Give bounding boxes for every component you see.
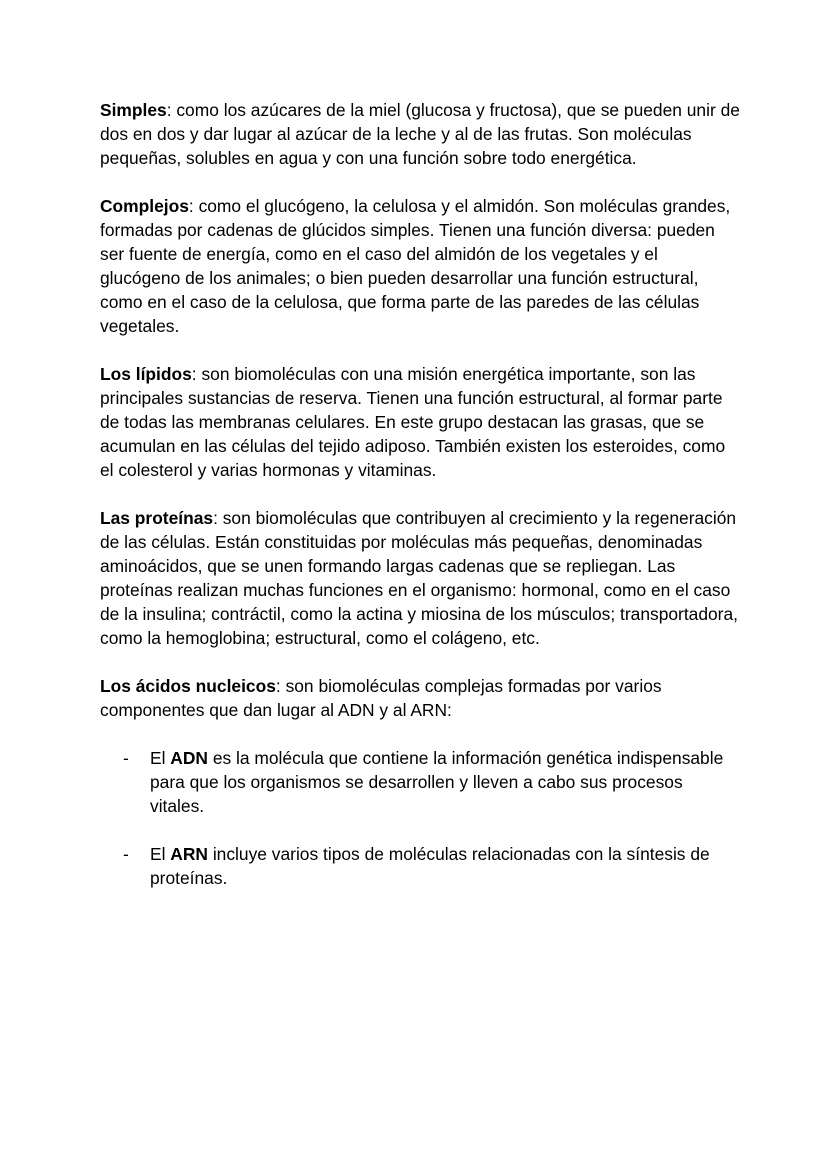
term-complejos: Complejos xyxy=(100,196,189,216)
list-bullet: - xyxy=(123,748,129,768)
text-complejos: : como el glucógeno, la celulosa y el almidón. Son moléculas grandes, formadas por cadenas de glúcidos simples. Tienen una función diversa: pueden ser fuente de energía, como en el caso del almidón de los vegetales y el glucógeno de los animales; o bien pueden desarrollar una función estructural, como en el caso de la celulosa, que forma parte de las paredes de las células vegetales. xyxy=(100,196,731,336)
term-lipidos: Los lípidos xyxy=(100,364,192,384)
list-item-prefix: El xyxy=(150,844,171,864)
nucleic-acids-list xyxy=(100,746,740,890)
term-arn: ARN xyxy=(170,844,208,864)
paragraph-proteinas xyxy=(100,506,740,650)
term-proteinas: Las proteínas xyxy=(100,508,214,528)
paragraph-simples xyxy=(100,98,740,170)
text-acidos-nucleicos: : son biomoléculas complejas formadas por varios componentes que dan lugar al ADN y al ARN: xyxy=(100,676,662,720)
list-item-adn xyxy=(100,746,740,818)
list-item-arn xyxy=(100,842,740,890)
text-lipidos: : son biomoléculas con una misión energética importante, son las principales sustancias de reserva. Tienen una función estructural, al formar parte de todas las membranas celulares. En este grupo destacan las grasas, que se acumulan en las células del tejido adiposo. También existen los esteroides, como el colesterol y varias hormonas y vitaminas. xyxy=(100,364,726,480)
paragraph-lipidos xyxy=(100,362,740,482)
paragraph-acidos-nucleicos xyxy=(100,674,740,722)
text-simples: : como los azúcares de la miel (glucosa y fructosa), que se pueden unir de dos en dos y dar lugar al azúcar de la leche y al de las frutas. Son moléculas pequeñas, solubles en agua y con una función sobre todo energética. xyxy=(100,100,740,168)
text-proteinas: : son biomoléculas que contribuyen al crecimiento y la regeneración de las células. Están constituidas por moléculas más pequeñas, denominadas aminoácidos, que se unen formando largas cadenas que se repliegan. Las proteínas realizan muchas funciones en el organismo: hormonal, como en el caso de la insulina; contráctil, como la actina y miosina de los músculos; transportadora, como la hemoglobina; estructural, como el colágeno, etc. xyxy=(100,508,738,648)
list-item-prefix: El xyxy=(150,748,171,768)
list-item-text: es la molécula que contiene la información genética indispensable para que los organismos se desarrollen y lleven a cabo sus procesos vitales. xyxy=(150,748,724,816)
term-acidos-nucleicos: Los ácidos nucleicos xyxy=(100,676,276,696)
list-item-text: incluye varios tipos de moléculas relacionadas con la síntesis de proteínas. xyxy=(150,844,710,888)
document-page xyxy=(100,98,740,914)
term-adn: ADN xyxy=(170,748,208,768)
paragraph-complejos xyxy=(100,194,740,338)
term-simples: Simples xyxy=(100,100,167,120)
list-bullet: - xyxy=(123,844,129,864)
